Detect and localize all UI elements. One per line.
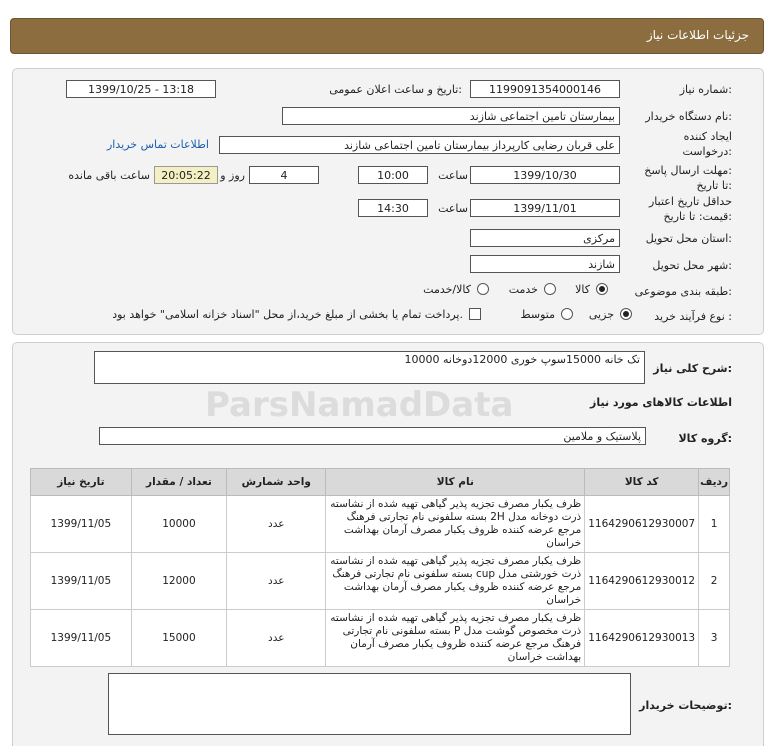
goods-table xyxy=(30,468,730,667)
table-row xyxy=(31,610,730,667)
need-number-label: شماره نیاز: xyxy=(679,83,732,96)
column-header-date: تاریخ نیاز xyxy=(31,469,132,496)
treasury-payment-checkbox[interactable] xyxy=(469,308,481,320)
process-option-minor: جزیی xyxy=(588,308,614,321)
row-code: 1164290612930012 xyxy=(585,553,699,610)
table-row xyxy=(31,496,730,553)
row-name: ظرف یکبار مصرف تجزیه پذیر گیاهی تهیه شده از نشاسته ذرت دوخانه مدل 2H بسته سلفونی نام تجارتی فرهنگ مرجع عرضه کننده ظروف یکبار مصرف آرمان بهداشت خراسان xyxy=(326,496,585,553)
category-option-goods: کالا xyxy=(575,283,590,296)
row-date: 1399/11/05 xyxy=(31,610,132,667)
process-option-medium: متوسط xyxy=(520,308,555,321)
table-row xyxy=(31,553,730,610)
row-code: 1164290612930013 xyxy=(585,610,699,667)
row-date: 1399/11/05 xyxy=(31,496,132,553)
row-index: 3 xyxy=(699,610,730,667)
row-name: ظرف یکبار مصرف تجزیه پذیر گیاهی تهیه شده از نشاسته ذرت مخصوص گوشت مدل P بسته سلفونی نام تجارتی فرهنگ مرجع عرضه کننده ظروف یکبار مصرف آرمان بهداشت خراسان xyxy=(326,610,585,667)
creator-field: علی قربان رضایی کارپرداز بیمارستان تامین اجتماعی شازند xyxy=(219,136,620,154)
goods-group-label: گروه کالا: xyxy=(678,432,732,445)
column-header-index: ردیف xyxy=(699,469,730,496)
row-unit: عدد xyxy=(227,496,326,553)
column-header-code: کد کالا xyxy=(585,469,699,496)
buyer-notes-label: توضیحات خریدار: xyxy=(639,699,732,712)
process-label: نوع فرآیند خرید : xyxy=(654,310,732,323)
row-qty: 15000 xyxy=(131,610,226,667)
row-unit: عدد xyxy=(227,610,326,667)
need-number-field: 1199091354000146 xyxy=(470,80,620,98)
creator-label-1: ایجاد کننده xyxy=(683,130,732,143)
announce-label: تاریخ و ساعت اعلان عمومی: xyxy=(329,83,462,96)
deadline-label-1: مهلت ارسال پاسخ: xyxy=(644,164,732,177)
process-radio-medium[interactable] xyxy=(561,308,573,320)
column-header-name: نام کالا xyxy=(326,469,585,496)
remaining-label: ساعت باقی مانده xyxy=(68,169,150,182)
validity-time-label: ساعت xyxy=(438,202,468,215)
page-header xyxy=(10,18,764,54)
category-option-goods-service: کالا/خدمت xyxy=(423,283,471,296)
deadline-date-field: 1399/10/30 xyxy=(470,166,620,184)
days-field: 4 xyxy=(249,166,319,184)
deadline-label-2: تا تاریخ: xyxy=(696,179,732,192)
goods-table-header xyxy=(31,469,730,496)
row-unit: عدد xyxy=(227,553,326,610)
row-name: ظرف یکبار مصرف تجزیه پذیر گیاهی تهیه شده از نشاسته ذرت خورشتی مدل cup بسته سلفونی نام تجارتی فرهنگ مرجع عرضه کننده ظروف یکبار مصرف آرمان بهداشت خراسان xyxy=(326,553,585,610)
validity-date-field: 1399/11/01 xyxy=(470,199,620,217)
row-qty: 10000 xyxy=(131,496,226,553)
description-label: شرح کلی نیاز: xyxy=(653,362,732,375)
row-code: 1164290612930007 xyxy=(585,496,699,553)
category-option-service: خدمت xyxy=(508,283,538,296)
row-qty: 12000 xyxy=(131,553,226,610)
description-field: تک خانه 15000سوپ خوری 12000دوخانه 10000 xyxy=(94,351,645,384)
goods-section-title: اطلاعات کالاهای مورد نیاز xyxy=(590,396,732,409)
row-index: 1 xyxy=(699,496,730,553)
validity-label-1: حداقل تاریخ اعتبار xyxy=(648,195,732,208)
province-label: استان محل تحویل: xyxy=(645,232,732,245)
row-index: 2 xyxy=(699,553,730,610)
watermark-text: ParsNamadData xyxy=(205,385,514,425)
category-radio-goods[interactable] xyxy=(596,283,608,295)
city-label: شهر محل تحویل: xyxy=(652,259,732,272)
category-label: طبقه بندی موضوعی: xyxy=(634,285,732,298)
deadline-time-field: 10:00 xyxy=(358,166,428,184)
category-radio-service[interactable] xyxy=(544,283,556,295)
contact-buyer-link[interactable]: اطلاعات تماس خریدار xyxy=(107,138,209,151)
city-field: شازند xyxy=(470,255,620,273)
validity-label-2: قیمت: تا تاریخ: xyxy=(663,210,732,223)
buyer-org-field: بیمارستان تامین اجتماعی شازند xyxy=(282,107,620,125)
row-date: 1399/11/05 xyxy=(31,553,132,610)
announce-field: 1399/10/25 - 13:18 xyxy=(66,80,216,98)
goods-group-field: پلاستیک و ملامین xyxy=(99,427,646,445)
province-field: مرکزی xyxy=(470,229,620,247)
category-radio-goods-service[interactable] xyxy=(477,283,489,295)
remaining-time-field: 20:05:22 xyxy=(154,166,218,184)
process-radio-minor[interactable] xyxy=(620,308,632,320)
column-header-qty: تعداد / مقدار xyxy=(131,469,226,496)
deadline-time-label: ساعت xyxy=(438,169,468,182)
days-label: روز و xyxy=(220,169,245,182)
column-header-unit: واحد شمارش xyxy=(227,469,326,496)
treasury-payment-note: پرداخت تمام یا بخشی از مبلغ خرید،از محل "اسناد خزانه اسلامی" خواهد بود. xyxy=(112,308,463,321)
buyer-org-label: نام دستگاه خریدار: xyxy=(645,110,732,123)
page-title: جزئیات اطلاعات نیاز xyxy=(646,28,749,42)
buyer-notes-field xyxy=(108,673,631,735)
validity-time-field: 14:30 xyxy=(358,199,428,217)
creator-label-2: درخواست: xyxy=(682,145,732,158)
